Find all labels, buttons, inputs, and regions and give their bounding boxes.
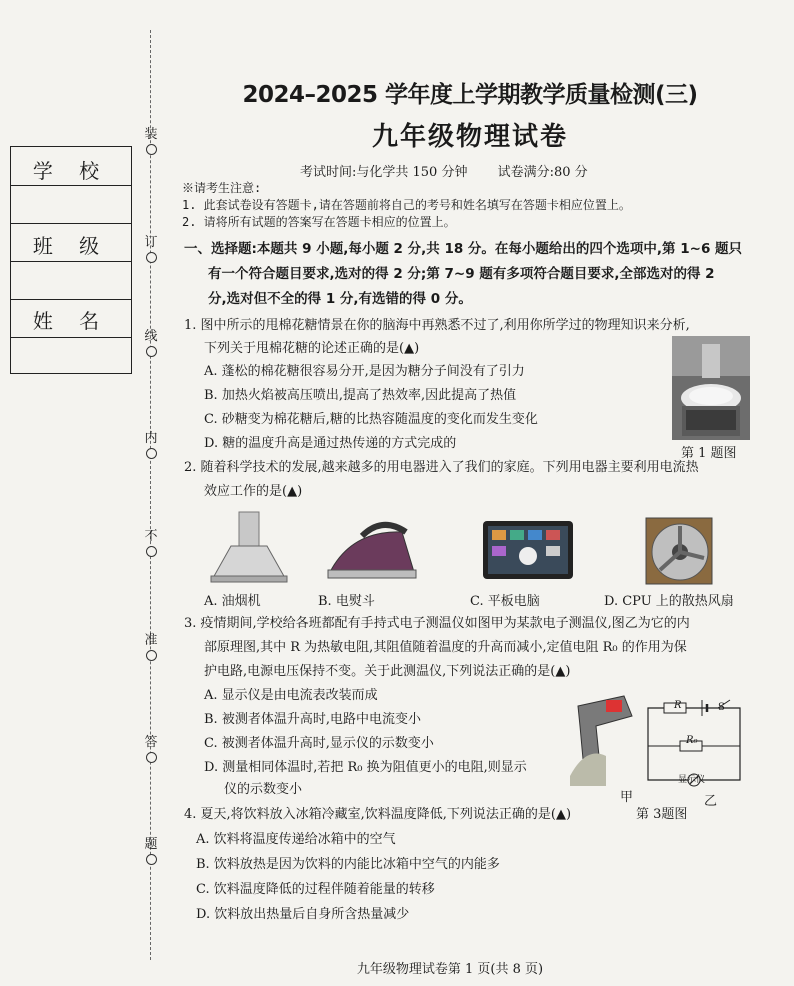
exam-info	[300, 161, 614, 180]
q3-option-d-cont: 仪的示数变小	[224, 782, 303, 797]
q3-figure-caption: 第 3题图	[636, 807, 688, 822]
tablet-computer-icon	[482, 520, 574, 580]
section-1-instructions: 分,选对但不全的得 1 分,有选错的得 0 分。	[208, 291, 472, 307]
q3-option-b: B. 被测者体温升高时,电路中电流变小	[204, 712, 421, 727]
q2-option-d: D. CPU 上的散热风扇	[604, 594, 734, 609]
section-1-instructions: 一、选择题:本题共 9 小题,每小题 2 分,共 18 分。在每小题给出的四个选项中,第 1~6 题只	[184, 241, 743, 257]
circuit-label-r0: R₀	[686, 735, 698, 746]
binding-char: 订	[140, 236, 162, 263]
q2-option-b: B. 电熨斗	[318, 594, 375, 609]
notice-title: ※请考生注意:	[182, 181, 262, 195]
binding-circle	[146, 752, 157, 763]
q2-option-a: A. 油烟机	[204, 594, 261, 609]
q2-stem: 2. 随着科学技术的发展,越来越多的用电器进入了我们的家庭。下列用电器主要利用电流热	[184, 460, 699, 475]
exam-title: 2024–2025 学年度上学期教学质量检测(三)	[242, 82, 698, 108]
q3-stem: 3. 疫情期间,学校给各班都配有手持式电子测温仪如图甲为某款电子测温仪,图乙为它的内	[184, 616, 690, 631]
school-label: 学 校	[32, 159, 110, 183]
q1-stem: 1. 图中所示的甩棉花糖情景在你的脑海中再熟悉不过了,利用你所学过的物理知识来分析,	[184, 318, 690, 333]
binding-char: 答	[140, 736, 162, 763]
q1-option-c: C. 砂糖变为棉花糖后,糖的比热容随温度的变化而发生变化	[204, 412, 538, 427]
school-field[interactable]	[11, 185, 131, 186]
q1-option-a: A. 蓬松的棉花糖很容易分开,是因为糖分子间没有了引力	[204, 364, 525, 379]
exam-time: 考试时间:与化学共 150 分钟	[300, 165, 468, 180]
q1-option-b: B. 加热火焰被高压喷出,提高了热效率,因此提高了热值	[204, 388, 517, 403]
q1-stem: 下列关于甩棉花糖的论述正确的是(▲)	[204, 341, 420, 356]
q1-figure-caption: 第 1 题图	[681, 446, 737, 461]
binding-circle	[146, 546, 157, 557]
q3-figure-label-jia: 甲	[620, 790, 634, 805]
q4-option-a: A. 饮料将温度传递给冰箱中的空气	[196, 832, 396, 847]
section-1-instructions: 有一个符合题目要求,选对的得 2 分;第 7~9 题有多项符合题目要求,全部选对的得 2	[208, 266, 715, 282]
binding-circle	[146, 448, 157, 459]
q4-stem: 4. 夏天,将饮料放入冰箱冷藏室,饮料温度降低,下列说法正确的是(▲)	[184, 807, 572, 822]
binding-circle	[146, 650, 157, 661]
cotton-candy-photo	[672, 336, 750, 440]
q2-stem: 效应工作的是(▲)	[204, 484, 303, 499]
electric-iron-icon	[322, 510, 422, 586]
q4-option-b: B. 饮料放热是因为饮料的内能比冰箱中空气的内能多	[196, 857, 500, 872]
thermometer-gun-photo	[566, 686, 638, 786]
binding-char: 不	[140, 530, 162, 557]
q3-figure-label-yi: 乙	[704, 794, 718, 809]
q3-stem: 部原理图,其中 R 为热敏电阻,其阻值随着温度的升高而减小,定值电阻 R₀ 的作用为保	[204, 640, 687, 655]
page-footer: 九年级物理试卷第 1 页(共 8 页)	[356, 962, 544, 977]
q2-option-c: C. 平板电脑	[470, 594, 540, 609]
q4-option-d: D. 饮料放出热量后自身所含热量减少	[196, 907, 410, 922]
name-field[interactable]	[11, 337, 131, 338]
info-divider	[11, 223, 131, 224]
name-label: 姓 名	[32, 309, 110, 333]
student-info-box	[10, 146, 132, 374]
binding-char: 内	[140, 432, 162, 459]
binding-char: 装	[140, 128, 162, 155]
notice-item-2: 2. 请将所有试题的答案写在答题卡相应的位置上。	[182, 215, 456, 229]
binding-circle	[146, 252, 157, 263]
q1-option-d: D. 糖的温度升高是通过热传递的方式完成的	[204, 436, 457, 451]
q3-option-c: C. 被测者体温升高时,显示仪的示数变小	[204, 736, 434, 751]
q3-option-d: D. 测量相同体温时,若把 R₀ 换为阻值更小的电阻,则显示	[204, 760, 527, 775]
circuit-label-s: S	[718, 702, 725, 713]
notice-item-1: 1. 此套试卷设有答题卡,请在答题前将自己的考号和姓名填写在答题卡相应位置上。	[182, 198, 631, 212]
q3-stem: 护电路,电源电压保持不变。关于此测温仪,下列说法正确的是(▲)	[204, 664, 571, 679]
class-label: 班 级	[32, 234, 110, 258]
binding-circle	[146, 854, 157, 865]
binding-char: 线	[140, 330, 162, 357]
circuit-label-r: R	[674, 700, 682, 711]
binding-circle	[146, 144, 157, 155]
q4-option-c: C. 饮料温度降低的过程伴随着能量的转移	[196, 882, 435, 897]
exam-subtitle: 九年级物理试卷	[371, 122, 568, 152]
info-divider	[11, 299, 131, 300]
circuit-label-display: 显示仪	[678, 775, 706, 785]
cpu-cooling-fan-icon	[640, 512, 718, 588]
full-score: 试卷满分:80 分	[497, 165, 588, 180]
range-hood-icon	[205, 510, 293, 586]
class-field[interactable]	[11, 261, 131, 262]
q3-option-a: A. 显示仪是由电流表改装而成	[204, 688, 378, 703]
binding-dashed-line	[150, 30, 151, 960]
binding-char: 准	[140, 634, 162, 661]
binding-char: 题	[140, 838, 162, 865]
binding-circle	[146, 346, 157, 357]
